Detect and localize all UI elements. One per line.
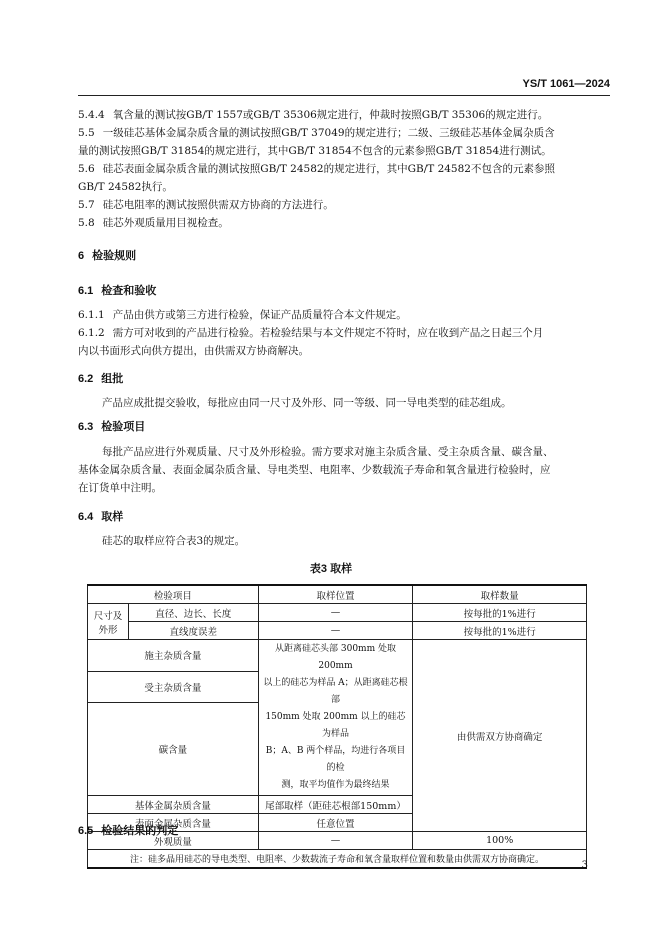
clause-5-4-4 — [78, 106, 548, 124]
section-number: 6.4 — [78, 511, 94, 523]
item-cell: 直径、边长、长度 — [128, 604, 258, 622]
header-position: 取样位置 — [258, 585, 413, 604]
clause-6-2-text: 产品应成批提交验收，每批应由同一尺寸及外形、同一等级、同一导电类型的硅芯组成。 — [102, 397, 512, 409]
section-number: 6.2 — [78, 373, 94, 385]
clause-text: 内以书面形式向供方提出，由供需双方协商解决。 — [78, 345, 309, 357]
clause-5-6-cont — [78, 178, 173, 196]
item-cell: 施主杂质含量 — [88, 640, 259, 672]
item-cell: 表面金属杂质含量 — [88, 814, 259, 832]
position-line: 测，取平均值作为最终结果 — [281, 780, 390, 790]
table-header-row — [88, 585, 587, 604]
clause-6-1-2-cont — [78, 342, 309, 360]
section-number: 6.3 — [78, 421, 94, 433]
dim-group-cell: 尺寸及外形 — [88, 604, 129, 640]
position-cell: 尾部取样（距硅芯根部150mm） — [258, 796, 413, 814]
table-row — [88, 640, 587, 672]
item-cell: 基体金属杂质含量 — [88, 796, 259, 814]
quantity-cell: 100% — [413, 832, 587, 850]
page-number: 3 — [581, 860, 588, 871]
clause-number: 5.8 — [78, 217, 95, 229]
clause-6-1-1 — [78, 306, 407, 324]
section-number: 6.1 — [78, 285, 94, 297]
table-row — [88, 622, 587, 640]
clause-text: 硅芯电阻率的测试按照供需双方协商的方法进行。 — [102, 199, 334, 211]
position-cell: — — [258, 622, 413, 640]
clause-5-7 — [78, 196, 334, 214]
clause-text: 一级硅芯基体金属杂质含量的测试按照GB/T 37049的规定进行；二级、三级硅芯基体金属杂质含 — [102, 127, 555, 139]
section-title: 检验规则 — [92, 250, 137, 262]
table-row — [88, 604, 587, 622]
section-title: 检验项目 — [101, 421, 146, 433]
section-6-heading — [78, 247, 136, 265]
section-6-5-heading — [78, 822, 178, 840]
clause-number: 5.6 — [78, 163, 95, 175]
quantity-cell: 按每批的1%进行 — [413, 604, 587, 622]
item-cell: 受主杂质含量 — [88, 671, 259, 703]
section-title: 组批 — [101, 373, 124, 385]
standard-number: YS/T 1061—2024 — [522, 78, 610, 90]
item-cell: 碳含量 — [88, 703, 259, 796]
clause-text: 需方可对收到的产品进行检验。若检验结果与本文件规定不符时，应在收到产品之日起三个月 — [112, 327, 544, 339]
table-note-row — [88, 850, 587, 869]
position-line: B；A、B 两个样品，均进行各项目的检 — [265, 746, 406, 773]
section-6-3-heading — [78, 418, 145, 436]
position-cell: — — [258, 604, 413, 622]
clause-number: 5.5 — [78, 127, 95, 139]
clause-6-3-text-3: 在订货单中注明。 — [78, 482, 162, 494]
section-6-4-heading — [78, 508, 123, 526]
clause-number: 5.7 — [78, 199, 95, 211]
position-line: 以上的硅芯为样品 A；从距离硅芯根部 — [263, 678, 408, 705]
clause-text: 氧含量的测试按GB/T 1557或GB/T 35306规定进行，仲裁时按照GB/T 35306的规定进行。 — [112, 109, 549, 121]
impurity-position-cell — [258, 640, 413, 796]
header-item: 检验项目 — [88, 585, 259, 604]
item-cell: 直线度误差 — [128, 622, 258, 640]
clause-text: GB/T 24582执行。 — [78, 181, 173, 193]
position-cell: — — [258, 832, 413, 850]
section-6-1-heading — [78, 282, 156, 300]
clause-6-4-text: 硅芯的取样应符合表3的规定。 — [102, 535, 246, 547]
header-rule — [78, 95, 610, 96]
clause-6-3-text-2: 基体金属杂质含量、表面金属杂质含量、导电类型、电阻率、少数载流子寿命和氧含量进行检验时，应 — [78, 464, 551, 476]
clause-number: 6.1.2 — [78, 327, 105, 339]
clause-5-8 — [78, 214, 229, 232]
clause-text: 硅芯表面金属杂质含量的测试按照GB/T 24582的规定进行，其中GB/T 24582不包含的元素参照 — [102, 163, 555, 175]
position-cell: 任意位置 — [258, 814, 413, 832]
clause-number: 6.1.1 — [78, 309, 105, 321]
clause-5-5-cont — [78, 142, 552, 160]
clause-text: 产品由供方或第三方进行检验，保证产品质量符合本文件规定。 — [112, 309, 407, 321]
position-line: 150mm 处取 200mm 以上的硅芯为样品 — [265, 712, 406, 739]
clause-5-6 — [78, 160, 555, 178]
section-6-2-heading — [78, 370, 123, 388]
section-title: 取样 — [101, 511, 124, 523]
clause-text: 硅芯外观质量用目视检查。 — [102, 217, 229, 229]
negotiated-quantity-cell: 由供需双方协商确定 — [413, 640, 587, 832]
position-line: 从距离硅芯头部 300mm 处取 200mm — [275, 644, 396, 671]
table-caption: 表3 取样 — [309, 563, 353, 575]
section-title: 检查和验收 — [101, 285, 157, 297]
section-number: 6 — [78, 250, 85, 262]
clause-number: 5.4.4 — [78, 109, 105, 121]
clause-text: 量的测试按照GB/T 31854的规定进行，其中GB/T 31854不包含的元素参照GB/T 31854进行测试。 — [78, 145, 552, 157]
item-cell: 外观质量 — [88, 832, 259, 850]
clause-6-3-text: 每批产品应进行外观质量、尺寸及外形检验。需方要求对施主杂质含量、受主杂质含量、碳含量、 — [102, 446, 554, 458]
clause-6-1-2 — [78, 324, 543, 342]
section-title: 检验结果的判定 — [101, 825, 179, 837]
section-number: 6.5 — [78, 825, 94, 837]
table-note: 注：硅多晶用硅芯的导电类型、电阻率、少数载流子寿命和氧含量取样位置和数量由供需双方协商确定。 — [88, 850, 587, 869]
clause-5-5 — [78, 124, 555, 142]
quantity-cell: 按每批的1%进行 — [413, 622, 587, 640]
header-quantity: 取样数量 — [413, 585, 587, 604]
